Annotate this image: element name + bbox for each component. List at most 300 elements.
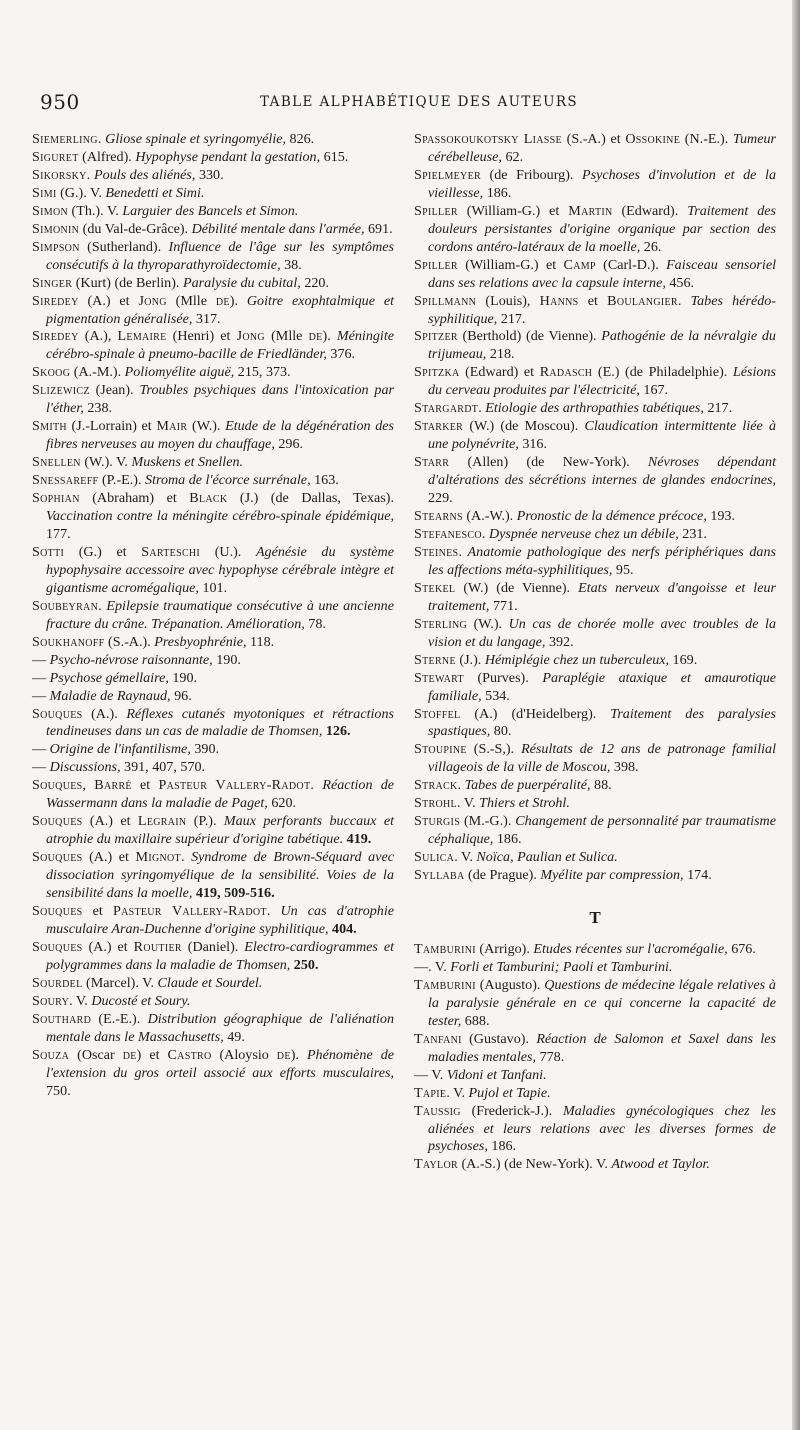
entry-title: Distribution géographique de l'aliénation mentale dans le Massachusetts, bbox=[46, 1010, 394, 1045]
entry-text: 62. bbox=[501, 148, 524, 165]
entry-title: Forli et Tamburini; Paoli et Tamburini. bbox=[450, 958, 673, 975]
entry-text: 296. bbox=[274, 436, 304, 453]
entry-text: (G.) et bbox=[64, 543, 142, 560]
entry-title: Méningite cérébro-spinale à pneumo-bacille de Friedländer, bbox=[46, 328, 394, 363]
entry-title: Réaction de Salomon et Saxel dans les maladies mentales, bbox=[428, 1030, 776, 1065]
index-entry bbox=[32, 706, 394, 742]
entry-title: Anatomie pathologique des nerfs périphériques dans les affections méta-syphilitiques, bbox=[428, 543, 776, 578]
entry-title: Tabes hérédo-syphilitique, bbox=[428, 292, 777, 327]
entry-title: Tabes de puerpéralité, bbox=[464, 777, 591, 794]
entry-text: (A.) et bbox=[82, 813, 138, 830]
entry-author: Ossokine bbox=[625, 131, 681, 147]
entry-title: Presbyophrénie, bbox=[154, 633, 247, 650]
entry-text: (Frederick-J.). bbox=[460, 1102, 563, 1119]
running-title: TABLE ALPHABÉTIQUE DES AUTEURS bbox=[260, 94, 579, 110]
entry-text: (Sutherland). bbox=[79, 238, 169, 255]
entry-author: Sourdel bbox=[32, 974, 83, 991]
entry-title: Psychose gémellaire, bbox=[49, 669, 169, 686]
entry-text: (N.-E.). bbox=[680, 131, 733, 147]
entry-author: Tapie bbox=[414, 1084, 447, 1101]
entry-author: Soubeyran. bbox=[32, 597, 102, 614]
index-section-t bbox=[414, 941, 776, 1174]
entry-title: Réaction de Wassermann dans la maladie de Paget, bbox=[46, 777, 395, 812]
entry-author: Mair bbox=[156, 418, 188, 435]
entry-title: Discussions, bbox=[49, 759, 121, 776]
entry-text: (S.-A.). bbox=[104, 633, 155, 650]
entry-author: Sotti bbox=[32, 543, 65, 560]
index-column-left bbox=[32, 131, 394, 1100]
entry-text: — bbox=[32, 651, 50, 668]
index-entry bbox=[32, 813, 394, 849]
index-entry bbox=[32, 364, 394, 382]
entry-author: Syllaba bbox=[414, 867, 465, 884]
entry-author: Jong bbox=[236, 328, 265, 345]
entry-text: (Arrigo). bbox=[475, 940, 534, 957]
entry-author: Jong bbox=[138, 292, 167, 309]
entry-text: 688. bbox=[461, 1012, 490, 1029]
index-entry bbox=[32, 670, 394, 688]
index-entry bbox=[414, 867, 776, 885]
entry-author: Skoog bbox=[32, 364, 71, 381]
entry-author: Sarteschi bbox=[141, 543, 201, 560]
entry-author: de bbox=[308, 328, 323, 345]
entry-title: Muskens et Snellen. bbox=[131, 454, 244, 471]
entry-title: Vidoni et Tanfani. bbox=[446, 1066, 547, 1083]
entry-text: 163. bbox=[310, 472, 339, 489]
entry-author: Southard bbox=[32, 1010, 92, 1027]
entry-text: 169. bbox=[669, 651, 698, 668]
entry-title: Gliose spinale et syringomyélie, bbox=[101, 131, 287, 147]
entry-text: —. V. bbox=[414, 958, 451, 975]
entry-text: et bbox=[131, 777, 159, 794]
entry-title: Claude et Sourdel. bbox=[157, 974, 263, 991]
entry-author: Stargardt bbox=[414, 400, 479, 417]
index-entry bbox=[32, 741, 394, 759]
entry-text: 390. bbox=[190, 741, 220, 758]
entry-author: Spitzka bbox=[414, 364, 460, 381]
entry-text: 78. bbox=[304, 615, 326, 632]
entry-title: Psycho-névrose raisonnante, bbox=[49, 651, 213, 668]
entry-author: de bbox=[215, 292, 230, 309]
entry-author: Slizewicz bbox=[32, 382, 90, 399]
index-entry bbox=[32, 167, 394, 185]
entry-author: Souques bbox=[32, 902, 83, 919]
entry-author: Souques bbox=[32, 813, 83, 830]
entry-text: (W.). bbox=[467, 615, 509, 632]
index-entry bbox=[414, 526, 776, 544]
entry-author: Spitzer bbox=[414, 328, 458, 345]
entry-text: (S.-A.) et bbox=[561, 131, 626, 147]
index-entry bbox=[414, 813, 776, 849]
entry-title: Noïca, Paulian et Sulica. bbox=[476, 849, 618, 866]
entry-text: 215, 373. bbox=[234, 364, 291, 381]
index-entry bbox=[414, 400, 776, 418]
entry-author: Mignot bbox=[135, 849, 181, 866]
entry-author: Soury bbox=[32, 992, 70, 1009]
entry-author: Sophian bbox=[32, 490, 80, 507]
entry-text: 750. bbox=[46, 1082, 71, 1099]
entry-author: Tanfani bbox=[414, 1030, 462, 1047]
entry-title: Paraplégie ataxique et amaurotique familiale, bbox=[428, 669, 777, 704]
entry-author: Stearns bbox=[414, 508, 463, 525]
entry-title: Pujol et Tapie. bbox=[468, 1084, 551, 1101]
entry-author: Spielmeyer bbox=[414, 166, 481, 183]
entry-author: Starr bbox=[414, 454, 450, 471]
entry-text: 26. bbox=[640, 238, 662, 255]
entry-text: (Abraham) et bbox=[79, 490, 190, 507]
index-entry bbox=[32, 849, 394, 903]
index-entry bbox=[414, 257, 776, 293]
entry-text: (Kurt) (de Berlin). bbox=[72, 274, 183, 291]
index-entry bbox=[32, 454, 394, 472]
entry-text: (Aloysio bbox=[211, 1046, 277, 1063]
entry-text: (W.). V. bbox=[80, 454, 132, 471]
entry-text: 118. bbox=[246, 633, 275, 650]
entry-text: (Edward) et bbox=[459, 364, 540, 381]
index-entry bbox=[32, 149, 394, 167]
entry-text: 88. bbox=[590, 777, 612, 794]
entry-text: . bbox=[677, 292, 691, 309]
entry-author: Sturgis bbox=[414, 813, 461, 830]
entry-text: 38. bbox=[280, 256, 302, 273]
index-entry bbox=[414, 706, 776, 742]
index-entry bbox=[414, 1156, 776, 1174]
entry-author: Spassokoukotsky Liasse bbox=[414, 131, 562, 147]
entry-author: Snessareff bbox=[32, 472, 99, 489]
index-entry bbox=[32, 328, 394, 364]
entry-title: Myélite par compression, bbox=[540, 867, 684, 884]
entry-author: Lemaire bbox=[117, 328, 167, 345]
entry-author: de bbox=[122, 1046, 137, 1063]
entry-text: (Berthold) (de Vienne). bbox=[457, 328, 602, 345]
entry-title: Etiologie des arthropathies tabétiques, bbox=[485, 400, 704, 417]
entry-title: Maladies gynécologiques chez les aliénées et leurs relations avec les diverses formes de psychoses, bbox=[428, 1102, 776, 1155]
entry-text: ). bbox=[290, 1046, 307, 1063]
entry-title: Claudication intermittente liée à une polynévrite, bbox=[428, 418, 777, 453]
entry-title: Influence de l'âge sur les symptômes consécutifs à la thyroparathyroïdectomie, bbox=[46, 238, 394, 273]
index-entry bbox=[32, 382, 394, 418]
entry-text: . bbox=[457, 777, 465, 794]
entry-text: (E.) (de Philadelphie). bbox=[592, 364, 733, 381]
entry-text: (A.), bbox=[78, 328, 118, 345]
entry-text: 330. bbox=[195, 166, 224, 183]
entry-author: Stewart bbox=[414, 669, 464, 686]
entry-text: — V. bbox=[414, 1066, 447, 1083]
entry-title: Epilepsie traumatique consécutive à une ancienne fracture du crâne. Trépanation. Amélioration, bbox=[46, 597, 394, 632]
index-entry bbox=[414, 508, 776, 526]
index-entry bbox=[32, 472, 394, 490]
entry-text: (de Fribourg). bbox=[480, 166, 583, 183]
entry-title: Origine de l'infantilisme, bbox=[49, 741, 191, 758]
entry-text: (Purves). bbox=[463, 669, 543, 686]
index-entry bbox=[32, 652, 394, 670]
entry-text: ). bbox=[322, 328, 337, 345]
index-entry bbox=[414, 941, 776, 959]
index-entry bbox=[32, 544, 394, 598]
entry-author: Camp bbox=[563, 256, 596, 273]
entry-title: Traitement des paralysies spastiques, bbox=[428, 705, 776, 740]
entry-author: Siguret bbox=[32, 148, 79, 165]
entry-author: Pasteur Vallery-Radot bbox=[112, 902, 267, 919]
entry-text: (W.) (de Moscou). bbox=[463, 418, 585, 435]
entry-author: Sulica bbox=[414, 849, 455, 866]
entry-text: (U.). bbox=[200, 543, 256, 560]
entry-title: Débilité mentale dans l'armée, bbox=[191, 220, 365, 237]
entry-text: 218. bbox=[486, 346, 515, 363]
entry-title: Pronostic de la démence précoce, bbox=[516, 508, 707, 525]
entry-text: (A.) (d'Heidelberg). bbox=[460, 705, 611, 722]
entry-author: Singer bbox=[32, 274, 73, 291]
entry-text: (Jean). bbox=[89, 382, 140, 399]
index-entry bbox=[414, 203, 776, 257]
entry-text: 217. bbox=[703, 400, 733, 417]
section-letter-heading: T bbox=[589, 908, 601, 928]
entry-author: Barré bbox=[94, 777, 132, 794]
entry-page-ref-bold: 419. bbox=[343, 831, 372, 848]
entry-text: 193. bbox=[706, 508, 735, 525]
entry-text: 778. bbox=[536, 1048, 565, 1065]
entry-text: 217. bbox=[497, 310, 526, 327]
entry-author: Souques bbox=[32, 849, 83, 866]
index-entry bbox=[32, 275, 394, 293]
entry-title: Pathogénie de la névralgie du trijumeau, bbox=[428, 328, 776, 363]
entry-author: Stoupine bbox=[414, 741, 467, 758]
entry-author: Souques bbox=[32, 705, 83, 722]
entry-text: — bbox=[32, 759, 50, 776]
entry-title: Questions de médecine légale relatives à la paralysie générale en ce qui concerne la capacité de tester, bbox=[428, 976, 776, 1029]
entry-text: 771. bbox=[489, 597, 518, 614]
entry-title: Agénésie du système hypophysaire accessoire avec hypophyse cérébrale intègre et gigantisme acromégalique, bbox=[46, 543, 394, 596]
entry-author: Taylor bbox=[414, 1156, 458, 1173]
page-header bbox=[40, 90, 760, 120]
entry-text: (Louis), bbox=[476, 292, 540, 309]
entry-title: Etude de la dégénération des fibres nerveuses au moyen du chauffage, bbox=[46, 418, 394, 453]
entry-text: et bbox=[82, 902, 113, 919]
entry-text: 220. bbox=[300, 274, 329, 291]
entry-author: Simpson bbox=[32, 238, 80, 255]
entry-author: Souques bbox=[32, 777, 83, 794]
entry-text: 177. bbox=[46, 525, 71, 542]
entry-text: et bbox=[578, 292, 608, 309]
index-entry bbox=[32, 239, 394, 275]
entry-title: Névroses dépendant d'altérations des sécrétions internes de glandes endocrines, bbox=[428, 454, 776, 489]
index-entry bbox=[414, 167, 776, 203]
index-entry bbox=[32, 490, 394, 544]
entry-author: Smith bbox=[32, 418, 67, 435]
entry-author: Stekel bbox=[414, 579, 456, 596]
index-entry bbox=[414, 652, 776, 670]
entry-author: Siredey bbox=[32, 292, 79, 309]
entry-text: 456. bbox=[665, 274, 695, 291]
entry-title: Maux perforants buccaux et atrophie du maxillaire supérieur d'origine tabétique. bbox=[46, 813, 394, 848]
entry-text: . bbox=[180, 849, 192, 866]
index-entry bbox=[32, 759, 394, 777]
entry-text: (E.-E.). bbox=[91, 1010, 148, 1027]
index-entry bbox=[414, 849, 776, 867]
entry-text: . bbox=[266, 902, 281, 919]
entry-text: 238. bbox=[83, 400, 113, 417]
entry-text: 316. bbox=[518, 436, 547, 453]
index-entry bbox=[414, 1085, 776, 1103]
entry-author: Strohl bbox=[414, 795, 457, 812]
entry-text: (W.) (de Vienne). bbox=[455, 579, 579, 596]
index-entry bbox=[414, 364, 776, 400]
entry-title: Hémiplégie chez un tuberculeux, bbox=[484, 651, 670, 668]
index-entry bbox=[32, 993, 394, 1011]
entry-text: (Gustavo). bbox=[461, 1030, 537, 1047]
index-entry bbox=[32, 131, 394, 149]
entry-author: Boulangier bbox=[607, 292, 678, 309]
entry-text: . V. bbox=[454, 849, 477, 866]
entry-text: . bbox=[458, 543, 468, 560]
entry-title: Faisceau sensoriel dans ses relations avec la capsule interne, bbox=[428, 256, 776, 291]
index-entry bbox=[32, 1011, 394, 1047]
entry-text: (Marcel). V. bbox=[82, 974, 158, 991]
entry-text: (William-G.) et bbox=[457, 202, 569, 219]
entry-text: 96. bbox=[170, 687, 192, 704]
entry-text: . bbox=[478, 400, 486, 417]
index-entry bbox=[32, 939, 394, 975]
entry-title: Dyspnée nerveuse chez un débile, bbox=[488, 525, 679, 542]
index-entry bbox=[414, 418, 776, 454]
entry-text: ) et bbox=[136, 1046, 168, 1063]
entry-text: (Allen) (de New-York). bbox=[449, 454, 648, 471]
entry-text: (de Prague). bbox=[464, 867, 541, 884]
entry-title: Syndrome de Brown-Séquard avec dissociation syringomyélique de la sensibilité. Voies de la sensibilité dans la moelle, bbox=[46, 849, 394, 902]
entry-author: Strack bbox=[414, 777, 458, 794]
entry-title: Atwood et Taylor. bbox=[611, 1156, 710, 1173]
entry-text: (P.). bbox=[186, 813, 224, 830]
entry-text: (J.-Lorrain) et bbox=[66, 418, 157, 435]
entry-title: Hypophyse pendant la gestation, bbox=[135, 148, 321, 165]
entry-text: (P.-E.). bbox=[98, 472, 146, 489]
entry-author: Snellen bbox=[32, 454, 81, 471]
entry-title: Thiers et Strohl. bbox=[479, 795, 570, 812]
entry-title: Vaccination contre la méningite cérébro-spinale épidémique, bbox=[46, 508, 394, 525]
entry-text: (Oscar bbox=[69, 1046, 123, 1063]
entry-title: Lésions du cerveau produites par l'électricité, bbox=[428, 364, 776, 399]
index-entry bbox=[414, 670, 776, 706]
entry-title: Stroma de l'écorce surrénale, bbox=[145, 472, 311, 489]
entry-text: 229. bbox=[428, 490, 453, 507]
index-entry bbox=[414, 580, 776, 616]
entry-text: (Edward). bbox=[612, 202, 688, 219]
entry-title: Poliomyélite aiguë, bbox=[124, 364, 235, 381]
entry-text: 80. bbox=[490, 723, 512, 740]
entry-text: . bbox=[481, 525, 489, 542]
entry-page-ref-bold: 419, 509-516. bbox=[192, 885, 275, 902]
index-entry bbox=[414, 959, 776, 977]
entry-author: Soukhanoff bbox=[32, 633, 105, 650]
entry-author: Sterling bbox=[414, 615, 468, 632]
entry-author: Stefanesco bbox=[414, 525, 482, 542]
entry-text: 186. bbox=[487, 1138, 517, 1155]
entry-text: (William-G.) et bbox=[457, 256, 564, 273]
index-entry bbox=[32, 203, 394, 221]
entry-text: 534. bbox=[481, 687, 510, 704]
entry-text: (J.) (de Dallas, Texas). bbox=[227, 490, 394, 507]
entry-text: (A.-S.) (de New-York). V. bbox=[457, 1156, 612, 1173]
entry-title: Etudes récentes sur l'acromégalie, bbox=[533, 940, 728, 957]
entry-author: Legrain bbox=[137, 813, 187, 830]
index-entry bbox=[414, 328, 776, 364]
index-entry bbox=[32, 634, 394, 652]
entry-title: Paralysie du cubital, bbox=[182, 274, 301, 291]
entry-text: (A.-W.). bbox=[462, 508, 517, 525]
index-entry bbox=[32, 221, 394, 239]
index-entry bbox=[32, 1047, 394, 1101]
entry-text: (G.). V. bbox=[56, 184, 106, 201]
entry-title: Changement de personnalité par traumatisme céphalique, bbox=[428, 813, 776, 848]
index-entry bbox=[414, 544, 776, 580]
entry-text: (A.) et bbox=[82, 849, 136, 866]
entry-text: 376. bbox=[326, 346, 356, 363]
entry-page-ref-bold: 250. bbox=[290, 956, 319, 973]
entry-text: (du Val-de-Grâce). bbox=[79, 220, 192, 237]
entry-author: Tamburini bbox=[414, 976, 476, 993]
entry-text: 691. bbox=[364, 220, 393, 237]
entry-author: Souza bbox=[32, 1046, 70, 1063]
entry-title: Tumeur cérébelleuse, bbox=[428, 131, 776, 165]
index-entry bbox=[414, 795, 776, 813]
entry-title: Résultats de 12 ans de patronage familial villageois de la ville de Moscou, bbox=[428, 741, 777, 776]
entry-text: (S.-S,). bbox=[466, 741, 522, 758]
entry-title: Etats nerveux d'angoisse et leur traitement, bbox=[428, 579, 776, 614]
entry-title: Electro-cardiogrammes et polygrammes dans la maladie de Thomsen, bbox=[46, 938, 395, 973]
entry-text: 95. bbox=[612, 561, 634, 578]
entry-author: Hanns bbox=[539, 292, 579, 309]
entry-author: Martin bbox=[568, 202, 613, 219]
entry-title: Ducosté et Soury. bbox=[91, 992, 191, 1009]
index-entry bbox=[414, 454, 776, 508]
entry-author: Spillmann bbox=[414, 292, 477, 309]
entry-text: (A.-M.). bbox=[70, 364, 125, 381]
index-entry bbox=[414, 1103, 776, 1157]
entry-text: 826. bbox=[286, 131, 315, 147]
index-entry bbox=[414, 131, 776, 167]
entry-text: 174. bbox=[683, 867, 712, 884]
entry-author: de bbox=[276, 1046, 291, 1063]
entry-author: Spiller bbox=[414, 202, 458, 219]
entry-title: Un cas d'atrophie musculaire Aran-Duchenne d'origine syphilitique, bbox=[46, 902, 395, 937]
entry-text: (Daniel). bbox=[181, 938, 245, 955]
entry-title: Réflexes cutanés myotoniques et rétractions tendineuses dans un cas de maladie de Thomsen, bbox=[46, 705, 394, 740]
entry-title: Goitre exophtalmique et pigmentation généralisée, bbox=[46, 292, 394, 327]
entry-author: Simonin bbox=[32, 220, 80, 237]
entry-author: Steines bbox=[414, 543, 459, 560]
entry-author: Simi bbox=[32, 184, 57, 201]
entry-text: — bbox=[32, 669, 50, 686]
entry-text: 231. bbox=[678, 525, 707, 542]
entry-author: Siemerling. bbox=[32, 131, 102, 147]
entry-text: (Mlle bbox=[166, 292, 216, 309]
index-entry bbox=[32, 903, 394, 939]
entry-text: (W.). bbox=[187, 418, 226, 435]
entry-text: ). bbox=[229, 292, 247, 309]
entry-text: (J.). bbox=[455, 651, 485, 668]
entry-author: Souques bbox=[32, 938, 83, 955]
index-entry bbox=[414, 1031, 776, 1067]
entry-text: (A.) et bbox=[78, 292, 139, 309]
entry-author: Stoffel bbox=[414, 705, 461, 722]
entry-text: 398. bbox=[610, 759, 639, 776]
index-section-s-continued bbox=[414, 131, 776, 885]
index-entry bbox=[414, 977, 776, 1031]
entry-author: Radasch bbox=[539, 364, 593, 381]
entry-title: Pouls des aliénés, bbox=[90, 166, 196, 183]
entry-text: 190. bbox=[168, 669, 198, 686]
entry-author: Castro bbox=[167, 1046, 212, 1063]
